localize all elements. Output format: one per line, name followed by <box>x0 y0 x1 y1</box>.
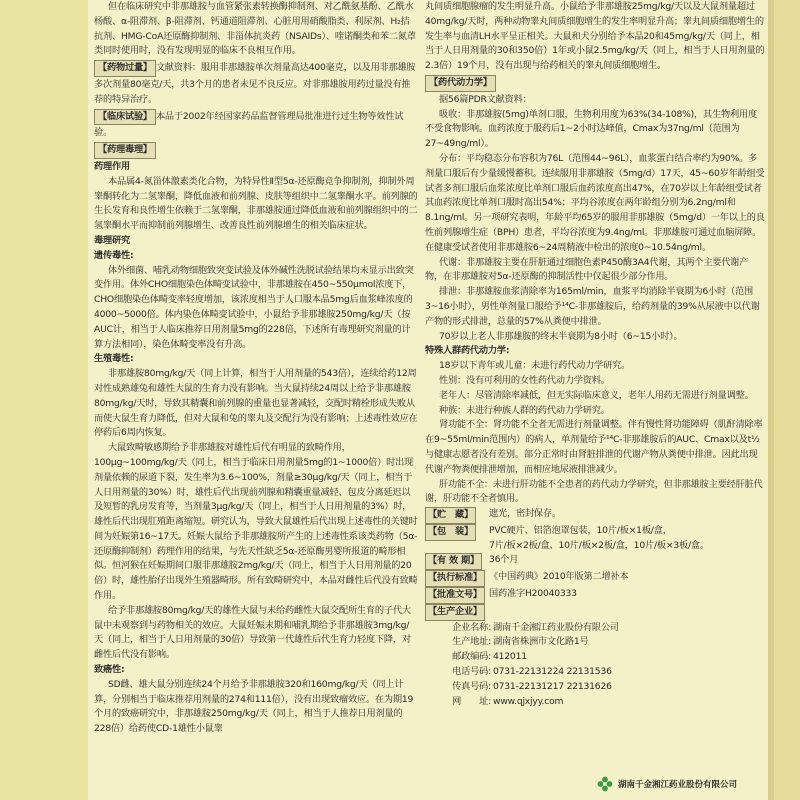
overdose-paragraph <box>94 59 418 107</box>
approval-number: 国药准字H20040333 <box>489 588 577 600</box>
reproductive-toxicity-title: 生殖毒性: <box>94 353 134 365</box>
manufacturer-heading-row <box>425 604 765 621</box>
package-label: 【包 装】 <box>425 524 476 541</box>
pharmacology-text: 本品属4-氮甾体激素类化合物，为特异性Ⅱ型5α-还原酶竞争抑制剂，抑制外周睾酮转化为二氢睾酮，降低血液和前列腺、皮肤等组织中二氢睾酮水平。前列腺的生长发育和良性增生依赖于二氢睾酮，非那雄胺通过降低血液和前列腺组织中的二氢睾酮水平而抑制前列腺增生、改善良性前列腺增生的相关临床症状。 <box>94 175 418 232</box>
website-label: 网 址: <box>452 695 491 707</box>
fax-row <box>425 680 765 695</box>
website-row <box>425 695 765 710</box>
postcode-label: 邮政编码: <box>452 651 491 663</box>
pk-heading-row <box>425 74 765 93</box>
reproductive-toxicity-text-1: 非那雄胺80mg/kg/天（同上计算，相当于人用剂量的543倍），连续给药12周对性成熟雄兔和雄性大鼠的生育力没有影响。当大鼠持续24周以上给予非那雄胺80mg/kg/天时，导致其精囊和前列腺的重量也显著减轻，交配时精栓形成失败从而使大鼠生育力降低，但对大鼠和兔的睾丸及交配行为没有影响；上述毒性效应在停药后6周内恢复。 <box>94 368 418 439</box>
genotoxicity-text: 体外细菌、哺乳动物细胞致突变试验及体外碱性洗脱试验结果均未显示出致突变作用。体外CHO细胞染色体畸变试验中，非那雄胺在450~550μmol浓度下，CHO细胞染色体畸变率轻度增加，该浓度相当于人口服本品5mg后血浆峰浓度的4000~5000倍。体内染色体畸变试验中，小鼠给予非那雄胺250mg/kg/天（按AUC计，相当于人临床推荐日用剂量5mg的228倍，下述所有毒理研究剂量的计算方法相同），染色体畸变率没有升高。 <box>94 264 414 350</box>
package-row <box>425 524 765 554</box>
special-population-title: 特殊人群药代动力学: <box>425 345 510 357</box>
fax-value: 0731-22131217 22131626 <box>493 680 612 692</box>
carcinogenicity-continued: 丸间质细胞腺瘤的发生明显升高。小鼠给予非那雄胺25mg/kg/天以及大鼠剂量超过40mg/kg/天时，两种动物睾丸间质细胞增生的发生率明显升高；睾丸间质细胞增生的发生率与血清LH水平呈正相关。大鼠和犬分别给予本品20和45mg/kg/天（同上，相当于人日用剂量的30和350倍）1年或小鼠2.5mg/kg/天（同上，相当于人日用剂量的2.3倍）19个月，没有出现与给药相关的睾丸间质细胞增生。 <box>425 1 765 72</box>
special-elderly: 老年人：尽管清除率减低，但无实际临床意义，老年人用药无需进行剂量调整。 <box>439 389 754 401</box>
company-logo-text: 湖南千金湘江药业股份有限公司 <box>618 780 738 790</box>
manufacturer-name-row <box>425 621 765 636</box>
absorption-text: 吸收：非那雄胺(5mg)单剂口服，生物利用度为63%(34-108%)，其生物利用度不受食物影响。血药浓度于服药后1~2小时达峰值，Cmax为37ng/ml（范围为27~49ng/ml）。 <box>425 108 757 150</box>
postcode-row <box>425 650 765 665</box>
validity-row <box>425 553 765 570</box>
pharmacology-title: 药理作用 <box>94 160 130 172</box>
left-margin <box>0 0 88 800</box>
package-line-2: 7片/板×2板/盒、10片/板×2板/盒，10片/板×3板/盒。 <box>489 539 709 551</box>
standard-value: 《中国药典》2010年版第二增补本 <box>489 571 629 583</box>
company-logo-icon <box>596 775 614 793</box>
special-race: 种族：未进行种族人群的药代动力学研究。 <box>439 404 610 416</box>
company-name-value: 湖南千金湘江药业股份有限公司 <box>493 621 619 633</box>
manufacturer-label: 【生产企业】 <box>425 604 485 621</box>
clinical-trial-text: 本品于2002年经国家药品监督管理局批准进行过生物等效性试验。 <box>94 110 404 139</box>
company-logo <box>596 774 737 794</box>
toxicity-study-title: 毒理研究 <box>94 234 130 246</box>
overdose-heading: 【药物过量】 <box>94 60 156 77</box>
toxicology-heading-row <box>94 141 418 160</box>
validity-label: 【有 效 期】 <box>425 553 482 570</box>
storage-row <box>425 507 765 524</box>
postcode-value: 412011 <box>493 651 527 663</box>
reproductive-toxicity-text-3: 给予非那雄胺80mg/kg/天的雄性大鼠与未给药雌性大鼠交配所生育的子代大鼠中未观察到与药物相关的效应。大鼠妊娠末期和哺乳期给予非那雄胺3mg/kg/天（同上，相当于人日用剂量的30倍）导致第一代雄性后代生育力轻度下降，对雌性后代没有影响。 <box>94 604 411 661</box>
genotoxicity-title: 遗传毒性: <box>94 249 134 261</box>
phone-value: 0731-22131224 22131536 <box>493 666 612 678</box>
trial-paragraph <box>94 108 418 142</box>
toxicology-heading: 【药理毒理】 <box>94 142 156 159</box>
distribution-text: 分布：平均稳态分布容积为76L（范围44~96L），血浆蛋白结合率约为90%。多剂量口服后有少量缓慢蓄积。连续服用非那雄胺（5mg/d）17天，45~60岁年龄组受试者多剂口服后血浆浓度比单剂口服后血药浓度高出47%，在70岁以上年龄组受试者其血药浓度比单剂口服时高出54%；平均谷浓度在两年龄组分别为6.2ng/ml和8.1ng/ml。另一项研究表明，年龄平均65岁的服用非那雄胺（5mg/d）一年以上的良性前列腺增生症（BPH）患者，平均谷浓度为9.4ng/ml。非那雄胺可通过血脑屏障。在健康受试者使用非那雄胺6~24周精液中检出的浓度0~10.54ng/ml。 <box>425 152 765 253</box>
storage-label: 【贮 藏】 <box>425 507 476 524</box>
special-hepatic: 肝功能不全：未进行肝功能不全患者的药代动力学研究，但非那雄胺主要经肝脏代谢，肝功能不全者慎用。 <box>425 478 763 505</box>
validity-value: 36个月 <box>489 554 519 566</box>
package-line-1: PVC硬片、铝箔泡罩包装，10片/板×1板/盒， <box>489 524 672 536</box>
address-label: 生产地址: <box>452 636 491 648</box>
special-youth: 18岁以下青年或儿童：未进行药代动力学研究。 <box>439 360 631 372</box>
approval-row <box>425 587 765 604</box>
right-margin <box>774 0 800 800</box>
reproductive-toxicity-text-2: 大鼠致畸敏感期给予非那雄胺对雄性后代有明显的致畸作用，100μg~100mg/kg/天（同上，相当于临床日用剂量5mg的1~1000倍）时出现剂量依赖的尿道下裂，发生率为3.6~100%，剂量≥30μg/kg/天（同上，相当于人日用剂量的30%）时，雄性后代出现前列腺和精囊重量减轻、包皮分离延迟以及短暂的乳房发育等，当剂量3μg/kg/天（同上，相当于人日用剂量的3%）时，雄性后代出现肛殖距离缩短。研究认为，导致大鼠雄性后代出现上述毒性的关键时间为妊娠第16~17天。妊娠大鼠给予非那雄胺所产生的上述毒性系该类药物（5α-还原酶抑制剂）药理作用的结果，与先天性缺乏5α-还原酶男婴所报道的畸形相似。恒河猴在妊娠期间口服非那雄胺2mg/kg/天（同上，相当于人日用剂量的20倍）时，雄性胎仔出现外生殖器畸形。所有致畸研究中，本品对雌性后代没有致畸作用。 <box>94 442 418 602</box>
interactions-text: 但在临床研究中非那雄胺与血管紧张素转换酶抑制剂、对乙酰氨基酚、乙酰水杨酸、α-阻滞剂、β-阻滞剂、钙通道阻滞剂、心脏用用硝酸脂类、利尿剂、H₂拮抗剂、HMG-CoA还原酶抑制剂、非甾体抗炎药（NSAIDs）、喹诺酮类和苯二氮䓬类同时使用时，没有发现明显的临床不良相互作用。 <box>94 1 416 57</box>
manufacturer-address-row <box>425 635 765 650</box>
standard-row <box>425 570 765 587</box>
pk-source: 据56篇PDR文献资料： <box>439 93 532 105</box>
special-gender: 性别：没有可利用的女性药代动力学资料。 <box>439 374 610 386</box>
elderly-half-life-text: 70岁以上老人非那雄胺的终末半衰期为8小时（6~15小时）。 <box>439 330 683 342</box>
company-name-label: 企业名称: <box>452 621 491 633</box>
metabolism-text: 代谢：非那雄胺主要在肝脏通过细胞色素P450酶3A4代谢，其两个主要代谢产物，在非那雄胺对5α-还原酶的抑制活性中仅起很少部分作用。 <box>425 256 749 283</box>
phone-label: 电话号码: <box>452 666 491 678</box>
website-value: www.qjxjyy.com <box>493 695 564 707</box>
storage-value: 遮光，密封保存。 <box>489 508 561 520</box>
approval-label: 【批准文号】 <box>425 587 485 604</box>
clinical-trial-heading: 【临床试验】 <box>94 109 156 126</box>
standard-label: 【执行标准】 <box>425 570 485 587</box>
pharmacokinetics-heading: 【药代动力学】 <box>425 75 496 92</box>
fax-label: 传真号码: <box>452 680 491 692</box>
address-value: 湖南省株洲市文化路1号 <box>493 636 589 648</box>
special-renal: 肾功能不全：肾功能不全者无需进行剂量调整。伴有慢性肾功能障碍（肌酐清除率在9~55ml/min范围内）的病人，单剂量给予¹⁴C-非那雄胺后的AUC、Cmax以及t½与健康志愿者没有差别。部分正常时由肾脏排泄的代谢产物从粪便中排泄。因此出现代谢产物粪便排泄增加，而相应地尿液排泄减少。 <box>425 419 763 475</box>
right-column <box>425 0 765 709</box>
carcinogenicity-text: SD雌、雄大鼠分别连续24个月给予非那雄胺320和160mg/kg/天（同上计算，分别相当于临床推荐用剂量的274和111倍），没有出现致瘤效应。在为期19个月的致癌研究中，非那雄胺250mg/kg/天（同上，相当于人推荐日用剂量的228倍）给药使CD-1雄性小鼠睾 <box>94 678 414 735</box>
carcinogenicity-title: 致癌性: <box>94 664 125 676</box>
overdose-text: 文献资料：服用非那雄胺单次剂量高达400毫克，以及用非那雄胺多次剂量80毫克/天，共3个月的患者未见不良反应。对非那雄胺用药过量没有推荐的特异治疗。 <box>94 62 416 105</box>
excretion-text: 排泄：非那雄胺血浆清除率为165ml/min，血浆平均消除半衰期为6小时（范围3~16小时），男性单剂量口服给予¹⁴C-非那雄胺后，给药剂量的39%从尿液中以代谢产物的形式排泄，总量的57%从粪便中排泄。 <box>425 286 760 327</box>
phone-row <box>425 665 765 680</box>
left-column <box>94 0 418 737</box>
